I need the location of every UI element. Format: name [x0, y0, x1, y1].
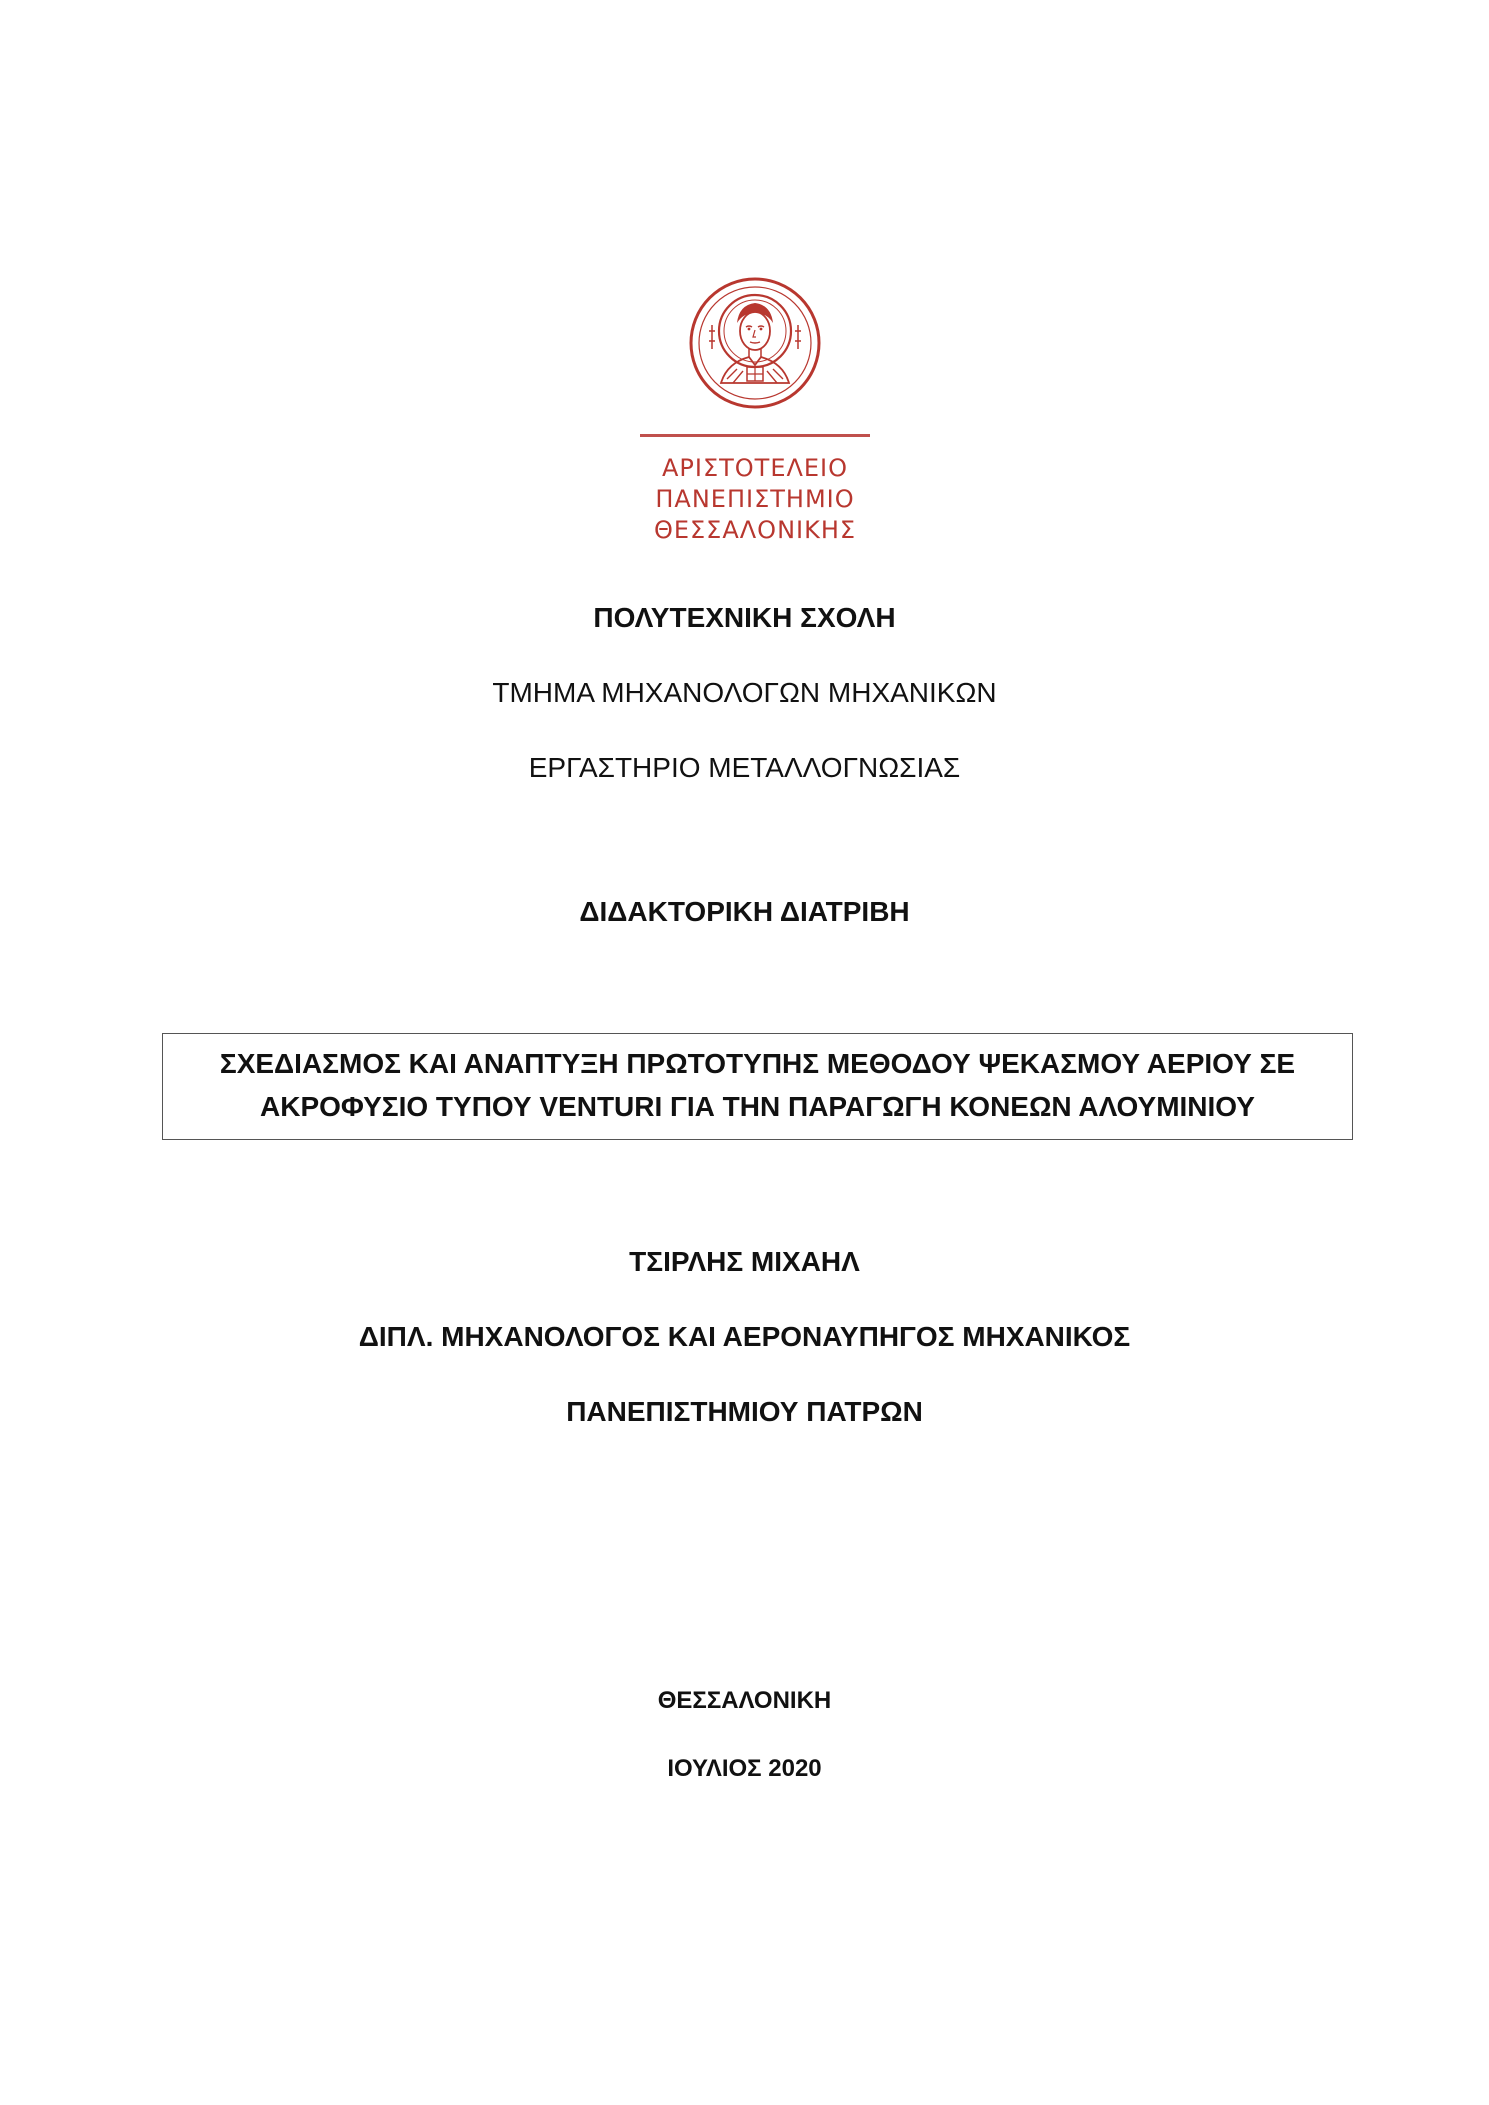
thesis-title-line-1: ΣΧΕΔΙΑΣΜΟΣ ΚΑΙ ΑΝΑΠΤΥΞΗ ΠΡΩΤΟΤΥΠΗΣ ΜΕΘΟΔΟΥ ΨΕΚΑΣΜΟΥ ΑΕΡΙΟΥ ΣΕ — [219, 1048, 1296, 1079]
logo-divider — [640, 434, 870, 437]
university-name-line-2: ΠΑΝΕΠΙΣΤΗΜΙΟ — [655, 485, 855, 513]
laboratory-name: ΕΡΓΑΣΤΗΡΙΟ ΜΕΤΑΛΛΟΓΝΩΣΙΑΣ — [528, 752, 961, 783]
author-institution: ΠΑΝΕΠΙΣΤΗΜΙΟΥ ΠΑΤΡΩΝ — [566, 1396, 923, 1427]
city: ΘΕΣΣΑΛΟΝΙΚΗ — [657, 1687, 832, 1714]
school-name: ΠΟΛΥΤΕΧΝΙΚΗ ΣΧΟΛΗ — [593, 602, 896, 633]
thesis-title-line-2: ΑΚΡΟΦΥΣΙΟ ΤΥΠΟΥ VENTURI ΓΙΑ ΤΗΝ ΠΑΡΑΓΩΓΗ ΚΟΝΕΩΝ ΑΛΟΥΜΙΝΙΟΥ — [260, 1091, 1255, 1122]
document-type: ΔΙΔΑΚΤΟΡΙΚΗ ΔΙΑΤΡΙΒΗ — [579, 896, 910, 927]
author-name: ΤΣΙΡΛΗΣ ΜΙΧΑΗΛ — [629, 1246, 860, 1277]
department-name: ΤΜΗΜΑ ΜΗΧΑΝΟΛΟΓΩΝ ΜΗΧΑΝΙΚΩΝ — [492, 677, 997, 708]
university-name-line-3: ΘΕΣΣΑΛΟΝΙΚΗΣ — [653, 516, 857, 544]
date: ΙΟΥΛΙΟΣ 2020 — [667, 1755, 822, 1782]
university-name-line-1: ΑΡΙΣΤΟΤΕΛΕΙΟ — [661, 454, 849, 482]
university-logo — [640, 270, 870, 555]
university-seal-icon — [687, 275, 823, 411]
thesis-title-box — [162, 1033, 1353, 1140]
university-name — [640, 453, 870, 546]
author-degree: ΔΙΠΛ. ΜΗΧΑΝΟΛΟΓΟΣ ΚΑΙ ΑΕΡΟΝΑΥΠΗΓΟΣ ΜΗΧΑΝΙΚΟΣ — [358, 1321, 1131, 1352]
